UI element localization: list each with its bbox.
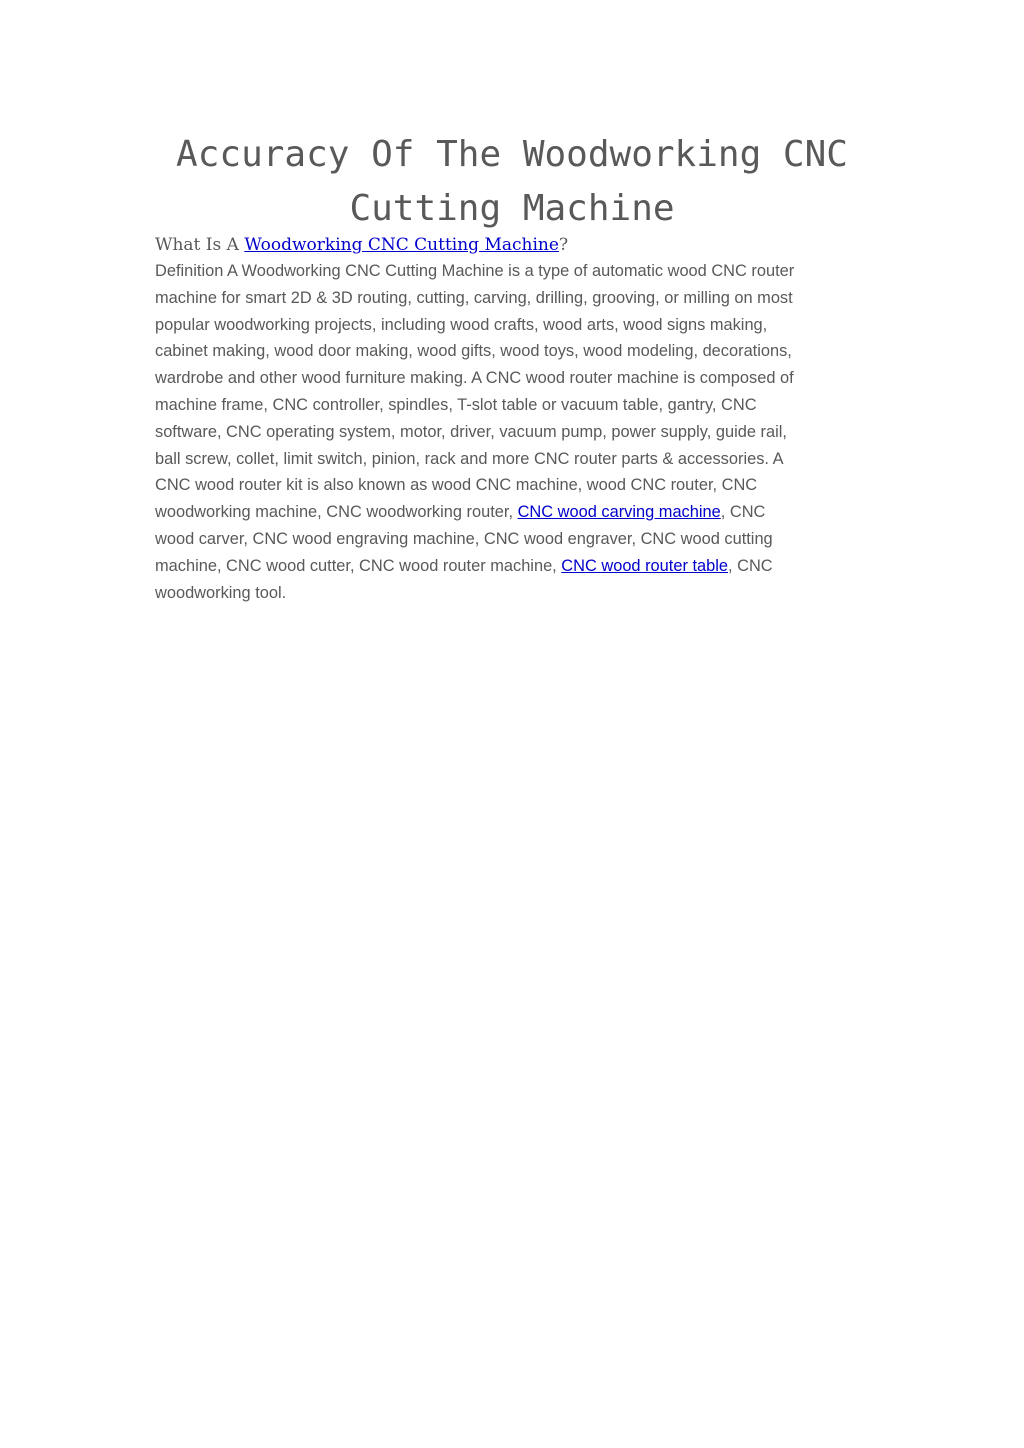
heading-suffix: ? — [558, 235, 569, 255]
paragraph-line: Definition A Woodworking CNC Cutting Machine is a type of automatic wood CNC router — [155, 262, 795, 280]
cnc-wood-carving-machine-link[interactable]: CNC wood carving machine — [517, 503, 721, 522]
line-text: machine, CNC wood cutter, CNC wood router machine, — [155, 556, 562, 575]
paragraph-line: machine for smart 2D & 3D routing, cutting, carving, drilling, grooving, or milling on most — [155, 288, 793, 307]
paragraph-line: software, CNC operating system, motor, driver, vacuum pump, power supply, guide rail, — [155, 422, 787, 441]
heading-prefix: What Is A — [155, 235, 245, 255]
paragraph-line: ball screw, collet, limit switch, pinion, rack and more CNC router parts & accessories. A — [155, 449, 784, 468]
paragraph-line — [155, 553, 875, 580]
page-title — [155, 128, 869, 236]
title-line: Cutting Machine — [349, 188, 675, 229]
paragraph-line: woodworking tool. — [155, 583, 287, 602]
line-text: , CNC — [720, 503, 766, 522]
paragraph-line: wardrobe and other wood furniture making. A CNC wood router machine is composed of — [155, 369, 794, 388]
paragraph-line: cabinet making, wood door making, wood gifts, wood toys, wood modeling, decorations, — [155, 342, 792, 361]
paragraph-line: popular woodworking projects, including wood crafts, wood arts, wood signs making, — [155, 315, 768, 334]
line-text: woodworking machine, CNC woodworking router, — [155, 503, 518, 522]
paragraph-line: CNC wood router kit is also known as wood CNC machine, wood CNC router, CNC — [155, 476, 758, 495]
woodworking-cnc-cutting-machine-link[interactable]: Woodworking CNC Cutting Machine — [244, 235, 559, 255]
cnc-wood-router-table-link[interactable]: CNC wood router table — [561, 556, 729, 575]
paragraph-line — [155, 499, 875, 526]
paragraph-line: wood carver, CNC wood engraving machine, CNC wood engraver, CNC wood cutting — [155, 529, 773, 548]
paragraph-line: machine frame, CNC controller, spindles, T-slot table or vacuum table, gantry, CNC — [155, 395, 757, 414]
line-text: , CNC — [728, 556, 773, 575]
definition-paragraph — [155, 258, 875, 606]
section-heading — [155, 232, 869, 258]
title-line: Accuracy Of The Woodworking CNC — [176, 134, 848, 175]
